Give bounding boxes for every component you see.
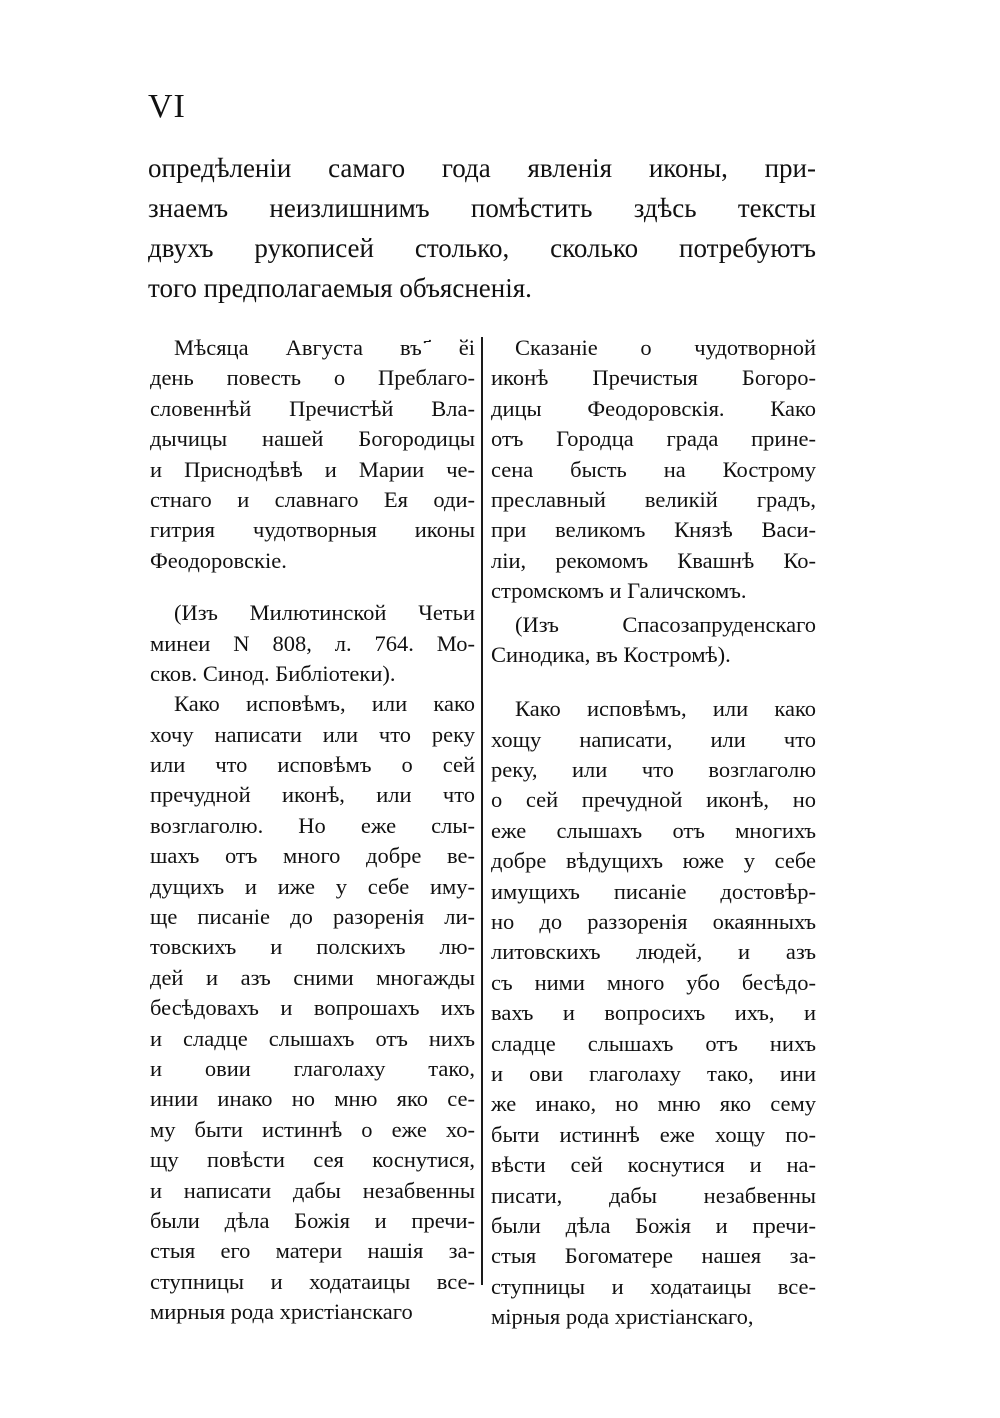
body-line: стыя его матери нашія за-: [150, 1238, 475, 1264]
heading-line: стнаго и славнаго Ея оди-: [150, 486, 475, 512]
body-line: но до раззоренія окаянныхъ: [491, 909, 816, 935]
body-line: добре вѣдущихъ юже у себе: [491, 848, 816, 874]
heading-line: дычицы нашей Богородицы: [150, 426, 475, 452]
body-line: ступницы и ходатаицы все-: [150, 1268, 475, 1294]
intro-line: опредѣленіи самаго года явленія иконы, при-: [148, 153, 816, 183]
body-line: инии инако но мню яко се-: [150, 1086, 475, 1112]
paragraph-gap: [491, 670, 816, 694]
source-line: (Изъ Милютинской Четьи: [174, 600, 475, 626]
body-line: ще писаніе до разоренія ли-: [150, 904, 475, 930]
source-line: (Изъ Спасозапруденскаго: [515, 611, 816, 637]
body-line: были дѣла Божія и пречи-: [150, 1207, 475, 1233]
source-line: Синодика, въ Костромѣ).: [491, 641, 731, 667]
heading-line: Сказаніе о чудотворной: [515, 335, 816, 360]
body-line: сладце слышахъ отъ нихъ: [491, 1030, 816, 1056]
body-line: шахъ отъ много добре ве-: [150, 843, 475, 869]
body-line: и написати дабы незабвенны: [150, 1177, 475, 1203]
body-line: му быти истиннѣ о еже хо-: [150, 1116, 475, 1142]
heading-line: отъ Городца града принe-: [491, 426, 816, 452]
body-line: еже слышахъ отъ многихъ: [491, 817, 816, 843]
body-line: же инако, но мню яко сему: [491, 1091, 816, 1117]
body-line: были дѣла Божія и пречи-: [491, 1212, 816, 1238]
body-line: и овии глаголаху тако,: [150, 1055, 475, 1081]
heading-line: Феодоровскіе.: [150, 547, 287, 573]
body-line: съ ними много убо бесѣдо-: [491, 969, 816, 995]
body-line: Како исповѣмъ, или како: [174, 691, 475, 717]
heading-line: сена бысть на Кострому: [491, 456, 816, 482]
intro-paragraph: [148, 148, 816, 308]
body-line: Како исповѣмъ, или како: [515, 696, 816, 722]
body-line: дущихъ и иже у себе иму-: [150, 873, 475, 899]
body-line: вѣсти сей коснутися и на-: [491, 1152, 816, 1178]
body-line: дей и азъ сними многажды: [150, 964, 475, 990]
body-line: мирныя рода христіанскаго: [150, 1299, 413, 1325]
heading-line: Мѣсяца Августа въ ҃ӗі: [174, 335, 475, 360]
intro-line: двухъ рукописей столько, сколько потребуютъ: [148, 233, 816, 263]
body-line: литовскихъ людей, и азъ: [491, 939, 816, 965]
heading-line: день повесть о Преблаго-: [150, 365, 475, 391]
body-line: хочу написати или что реку: [150, 721, 475, 747]
page-number: VI: [148, 88, 186, 125]
heading-line: гитрия чудотворныя иконы: [150, 517, 475, 543]
body-line: вахъ и вопросихъ ихъ, и: [491, 1000, 816, 1026]
body-line: и сладце слышахъ отъ нихъ: [150, 1025, 475, 1051]
body-line: быти истиннѣ еже хощу по-: [491, 1121, 816, 1147]
left-column: [150, 333, 475, 1328]
heading-line: словеннѣй Пречистѣй Вла-: [150, 395, 475, 421]
body-line: мірныя рода христіанскаго,: [491, 1304, 754, 1330]
body-line: реку, или что возглаголю: [491, 757, 816, 783]
source-line: минеи N 808, л. 764. Мо-: [150, 630, 475, 656]
body-line: стыя Богоматере нашея за-: [491, 1243, 816, 1269]
source-line: сков. Синод. Библіотеки).: [150, 660, 396, 686]
heading-line: и Приснодѣвѣ и Марии че-: [150, 456, 475, 482]
body-line: и ови глаголаху тако, ини: [491, 1060, 816, 1086]
heading-line: стромскомъ и Галичскомъ.: [491, 578, 747, 604]
right-column: [491, 333, 816, 1333]
body-line: имущихъ писаніе достовѣр-: [491, 878, 816, 904]
column-divider: [481, 337, 483, 1285]
intro-line: знаемъ неизлишнимъ помѣстить здѣсь тексты: [148, 193, 816, 223]
intro-line: того предполагаемыя объясненія.: [148, 273, 532, 303]
heading-line: дицы Феодоровскія. Како: [491, 395, 816, 421]
heading-line: при великомъ Князѣ Васи-: [491, 517, 816, 543]
body-line: о сей пречудной иконѣ, но: [491, 787, 816, 813]
body-line: ступницы и ходатаицы все-: [491, 1273, 816, 1299]
body-line: щу повѣсти сея коснутися,: [150, 1147, 475, 1173]
body-line: писати, дабы незабвенны: [491, 1182, 816, 1208]
body-line: хощу написати, или что: [491, 726, 816, 752]
body-line: возглаголю. Но еже слы-: [150, 812, 475, 838]
heading-line: иконѣ Пречистыя Богоро-: [491, 365, 816, 391]
heading-line: ліи, рекомомъ Квашнѣ Ко-: [491, 547, 816, 573]
paragraph-gap: [150, 576, 475, 598]
heading-line: преславный великій градъ,: [491, 486, 816, 512]
body-line: пречудной иконѣ, или что: [150, 782, 475, 808]
body-line: или что исповѣмъ о сей: [150, 752, 475, 778]
body-line: товскихъ и полскихъ лю-: [150, 934, 475, 960]
body-line: бесѣдовахъ и вопрошахъ ихъ: [150, 995, 475, 1021]
